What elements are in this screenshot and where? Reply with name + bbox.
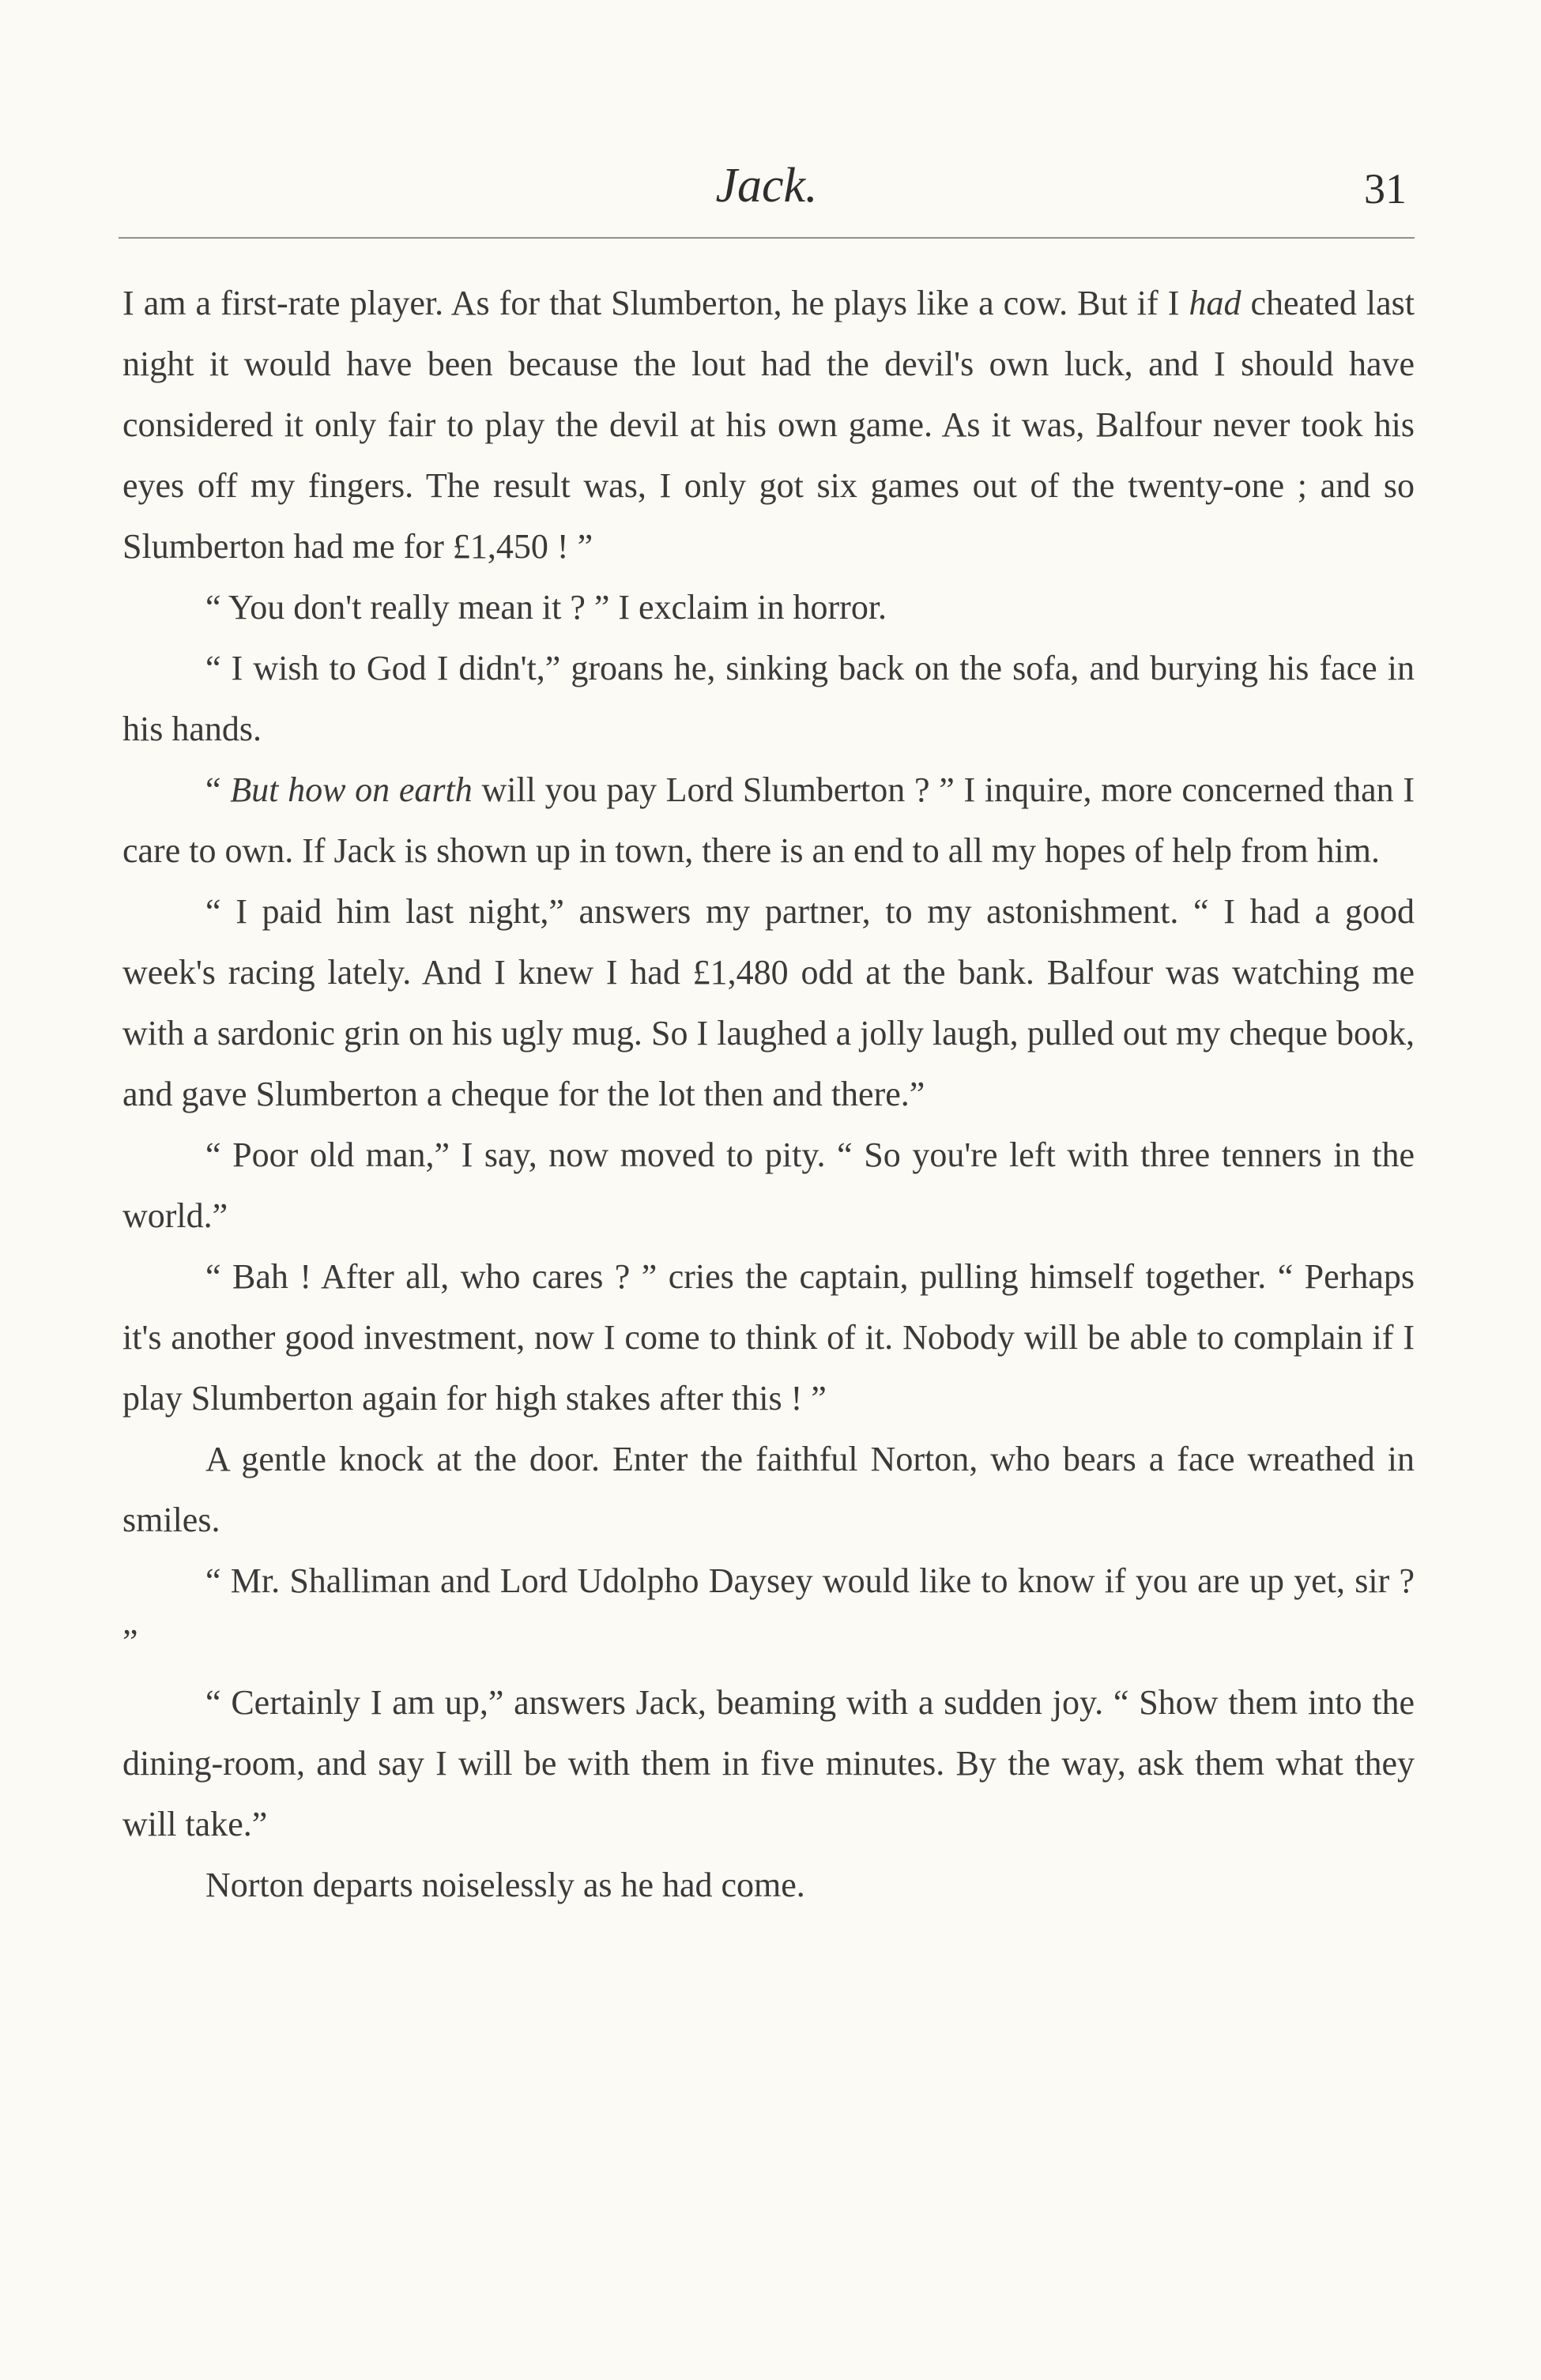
emphasis-but-how-on-earth: But how on earth	[230, 770, 473, 809]
paragraph-2: “ You don't really mean it ? ” I exclaim in horror.	[205, 588, 887, 627]
paragraph-8: A gentle knock at the door. Enter the faithful Norton, who bears a face wreathed in smiles.	[122, 1440, 1415, 1539]
paragraph-7: “ Bah ! After all, who cares ? ” cries the captain, pulling himself together. “ Perhaps it's another good investment, now I come to think of it. Nobody will be able to complain if I play Slumberton again for high stakes after this ! ”	[122, 1257, 1415, 1418]
body-text	[122, 273, 1415, 1915]
running-title: Jack.	[715, 159, 818, 213]
paragraph-5: “ I paid him last night,” answers my partner, to my astonishment. “ I had a good week's racing lately. And I knew I had £1,480 odd at the bank. Balfour was watching me with a sardonic grin on his ugly mug. So I laughed a jolly laugh, pulled out my cheque book, and gave Slumberton a cheque for the lot then and there.”	[122, 892, 1415, 1113]
paragraph-3: “ I wish to God I didn't,” groans he, sinking back on the sofa, and burying his face in his hands.	[122, 649, 1415, 748]
paragraph-4: “ But how on earth will you pay Lord Slumberton ? ” I inquire, more concerned than I care to own. If Jack is shown up in town, there is an end to all my hopes of help from him.	[122, 770, 1415, 870]
header-rule	[119, 237, 1415, 239]
emphasis-had: had	[1189, 284, 1241, 322]
paragraph-6: “ Poor old man,” I say, now moved to pity. “ So you're left with three tenners in the world.”	[122, 1135, 1415, 1235]
page-number: 31	[1364, 165, 1407, 213]
paragraph-11: Norton departs noiselessly as he had come.	[205, 1866, 805, 1904]
paragraph-9: “ Mr. Shalliman and Lord Udolpho Daysey would like to know if you are up yet, sir ? ”	[122, 1561, 1415, 1661]
page-header	[119, 142, 1415, 237]
paragraph-10: “ Certainly I am up,” answers Jack, beaming with a sudden joy. “ Show them into the dining-room, and say I will be with them in five minutes. By the way, ask them what they will take.”	[122, 1683, 1415, 1843]
paragraph-1: I am a first-rate player. As for that Slumberton, he plays like a cow. But if I had cheated last night it would have been because the lout had the devil's own luck, and I should have considered it only fair to play the devil at his own game. As it was, Balfour never took his eyes off my fingers. The result was, I only got six games out of the twenty-one ; and so Slumberton had me for £1,450 ! ”	[122, 284, 1415, 566]
